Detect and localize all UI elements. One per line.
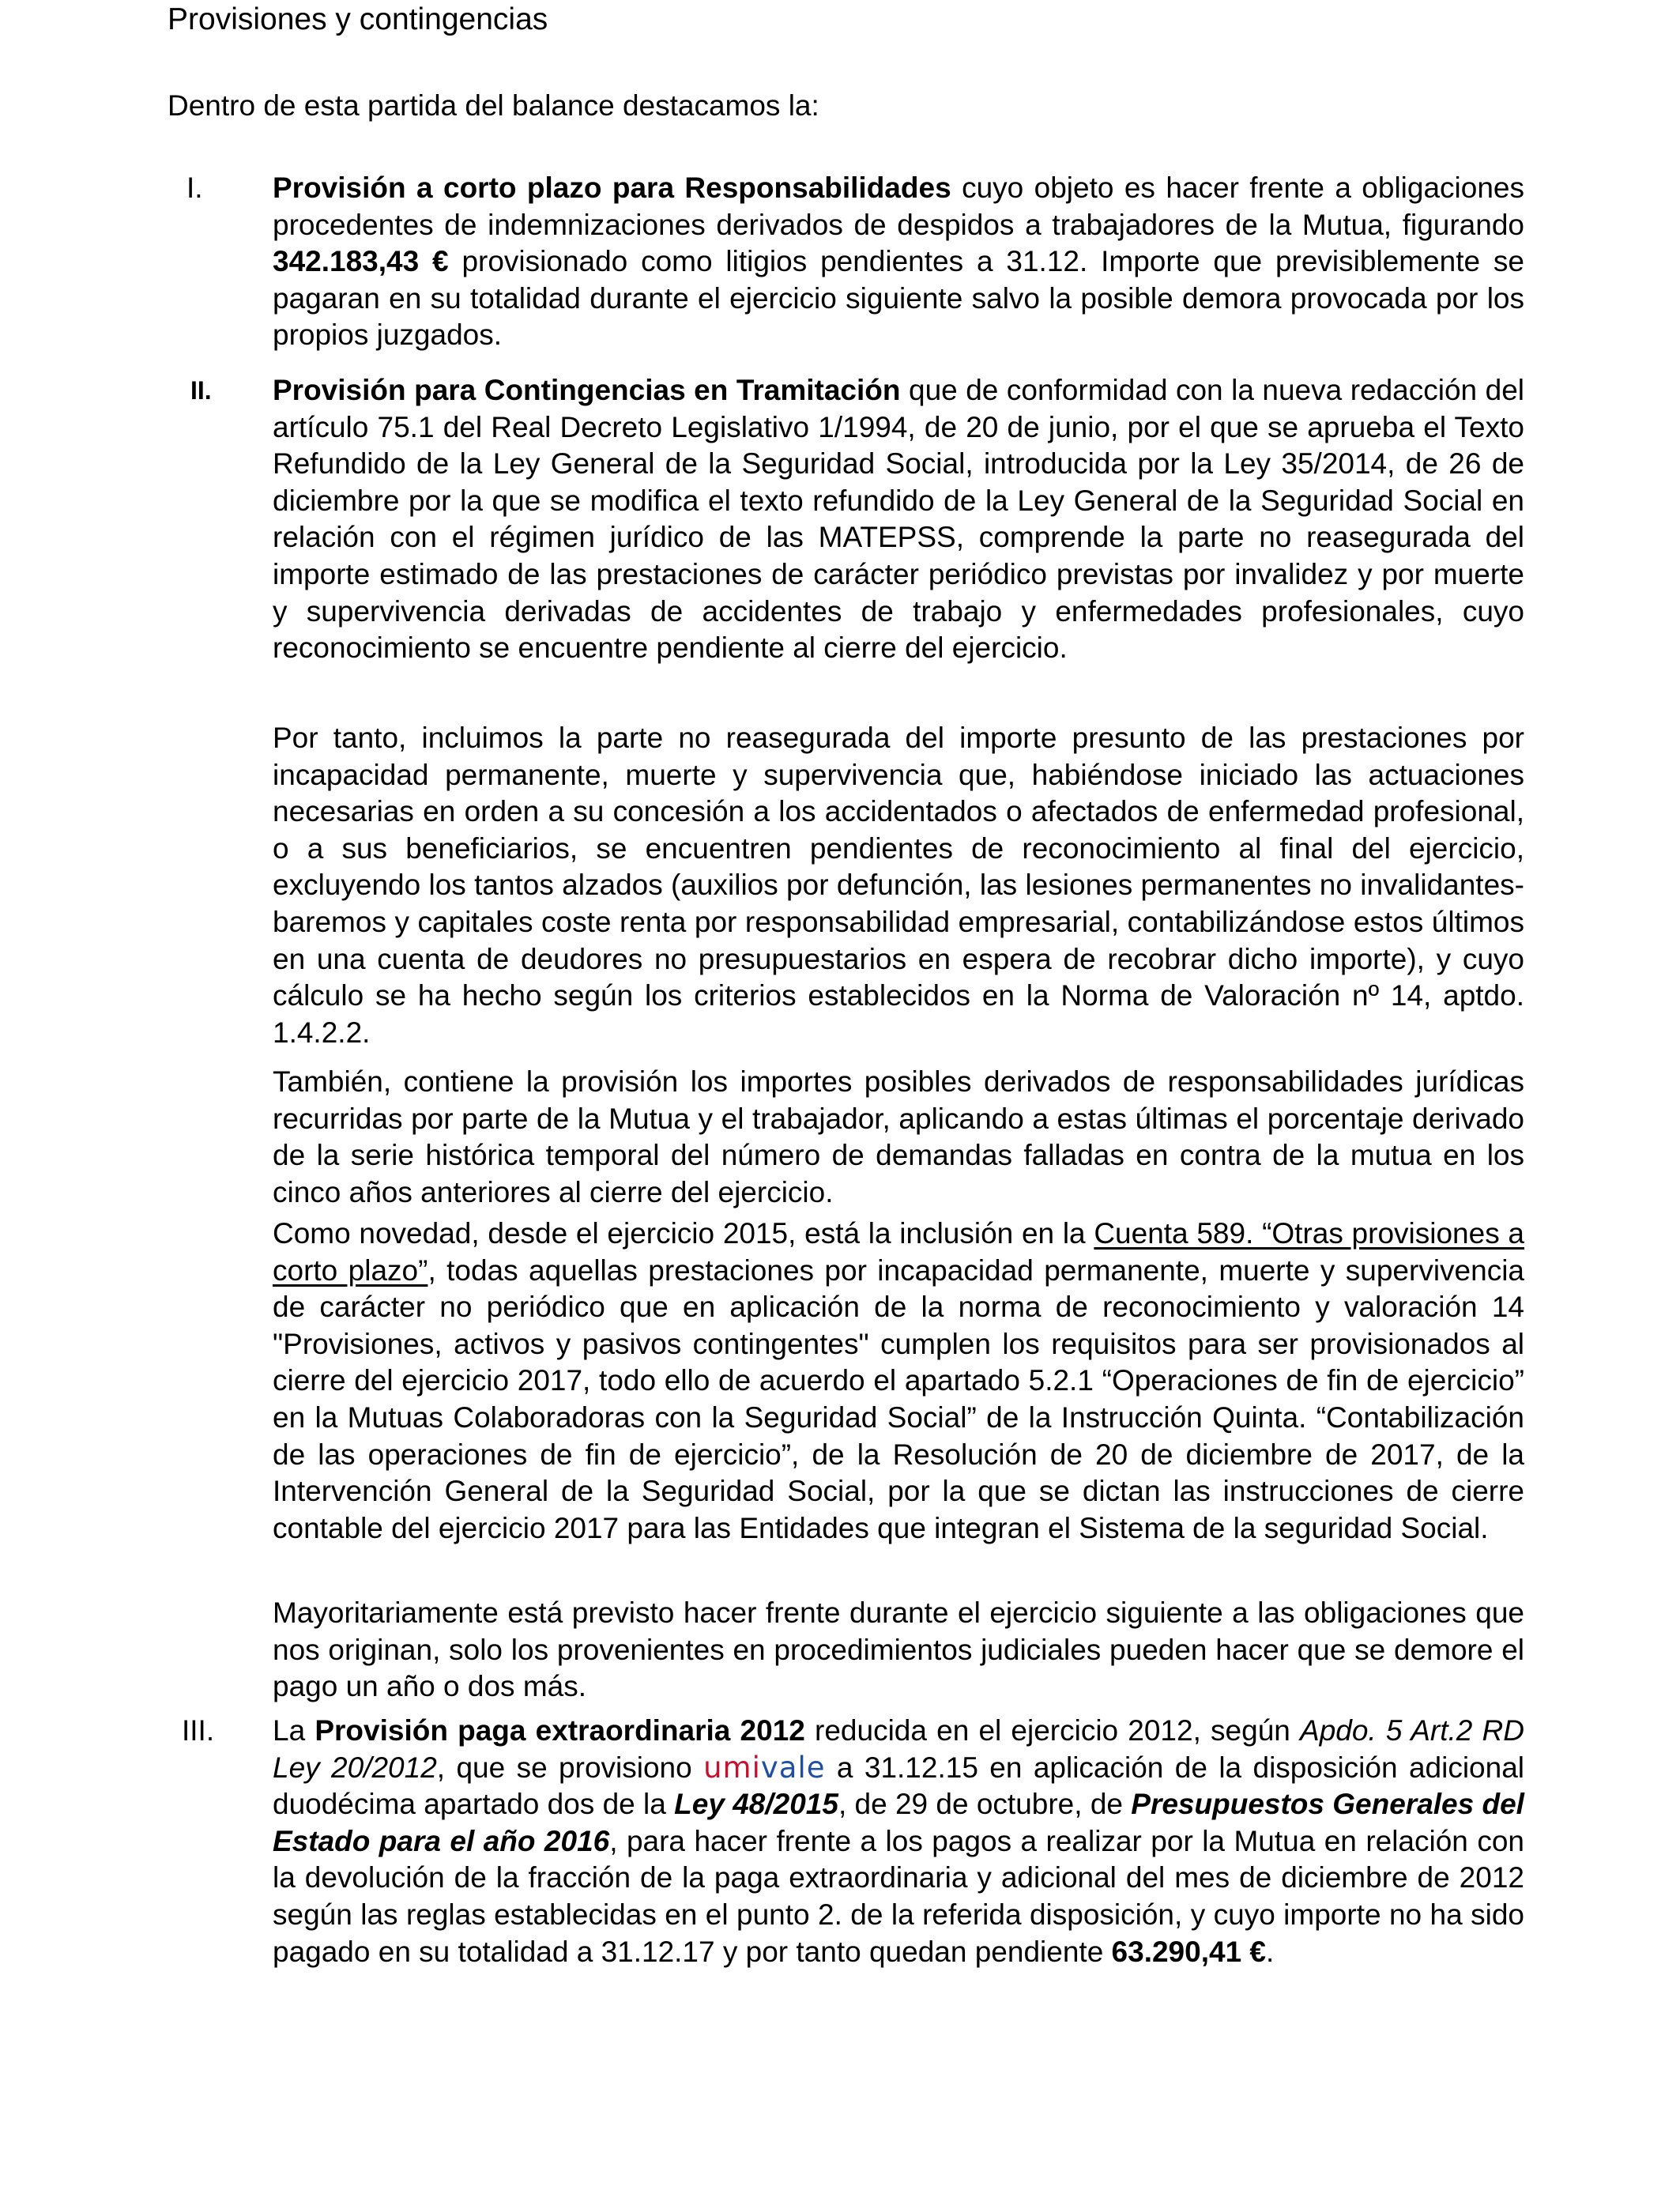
item-2-text: que de conformidad con la nueva redacción del artículo 75.1 del Real Decreto Legislativo 1/1994, de 20 de junio, por el que se aprueba el Texto Refundido de la Ley General de la Seguridad Social, introducida por la Ley 35/2014, de 26 de diciembre por la que se modifica el texto refundido de la Ley General de la Seguridad Social en relación con el régimen jurídico de las MATEPSS, comprende la parte no reasegurada del importe estimado de las prestaciones de carácter periódico previstas por invalidez y por muerte y supervivencia derivadas de accidentes de trabajo y enfermedades profesionales, cuyo reconocimiento se encuentre pendiente al cierre del ejercicio. xyxy=(273,374,1525,665)
item-3-text-4: , de 29 de octubre, de xyxy=(838,1788,1132,1821)
item-2-p4-text-b: , todas aquellas prestaciones por incapacidad permanente, muerte y supervivencia de carácter no periódico que en aplicación de la norma de reconocimiento y valoración 14 "Provisiones, activos y pasivos contingentes" cumplen los requisitos para ser provisionados al cierre del ejercicio 2017, todo ello de acuerdo el apartado 5.2.1 “Operaciones de fin de ejercicio” en la Mutuas Colaboradoras con la Seguridad Social” de la Instrucción Quinta. “Contabilización de las operaciones de fin de ejercicio”, de la Resolución de 20 de diciembre de 2017, de la Intervención General de la Seguridad Social, por la que se dictan las instrucciones de cierre contable del ejercicio 2017 para las Entidades que integran el Sistema de la seguridad Social. xyxy=(273,1253,1525,1544)
item-2-paragraph-3: También, contiene la provisión los importes posibles derivados de responsabilidades jurídicas recurridas por parte de la Mutua y el trabajador, aplicando a estas últimas el porcentaje derivado de la serie histórica temporal del número de demandas falladas en contra de la mutua en los cinco años anteriores al cierre del ejercicio. xyxy=(273,1065,1524,1208)
section-title: Provisiones y contingencias xyxy=(168,2,548,36)
item-2-paragraph-1 xyxy=(273,372,1524,667)
item-2-heading: Provisión para Contingencias en Tramitación xyxy=(273,374,901,406)
item-3-budget-law: Presupuestos Generales del Estado para el año 2016 xyxy=(273,1788,1524,1857)
item-3-text-6: . xyxy=(1266,1935,1275,1968)
item-3-legal-ref: Apdo. 5 Art.2 RD Ley 20/2012 xyxy=(273,1714,1524,1784)
item-2-paragraph-4 xyxy=(273,1216,1524,1547)
item-3-text-2: , que se provisiono xyxy=(436,1751,704,1784)
item-3-paragraph xyxy=(273,1713,1524,1970)
item-2-p4-text-a: Como novedad, desde el ejercicio 2015, está la inclusión en la xyxy=(273,1217,1094,1250)
item-3-heading: Provisión paga extraordinaria 2012 xyxy=(315,1714,805,1747)
list-numeral-1: I. xyxy=(186,172,203,204)
umivale-logo xyxy=(703,1751,825,1785)
account-589-link[interactable]: Cuenta 589. “Otras provisiones a corto plazo” xyxy=(273,1217,1524,1287)
item-3-text-3: a 31.12.15 en aplicación de la disposición adicional duodécima apartado dos de la xyxy=(273,1751,1524,1821)
list-numeral-2: II. xyxy=(190,376,212,405)
item-3-text-0: La xyxy=(273,1714,315,1747)
item-2-paragraph-2: Por tanto, incluimos la parte no reasegurada del importe presunto de las prestaciones por incapacidad permanente, muerte y supervivencia que, habiéndose iniciado las actuaciones necesarias en orden a su concesión a los accidentados o afectados de enfermedad profesional, o a sus beneficiarios, se encuentren pendientes de reconocimiento al final del ejercicio, excluyendo los tantos alzados (auxilios por defunción, las lesiones permanentes no invalidantes-baremos y capitales coste renta por responsabilidad empresarial, contabilizándose estos últimos en una cuenta de deudores no presupuestarios en espera de recobrar dicho importe), y cuyo cálculo se ha hecho según los criterios establecidos en la Norma de Valoración nº 14, aptdo. 1.4.2.2. xyxy=(273,722,1524,1049)
item-2-paragraph-5: Mayoritariamente está previsto hacer frente durante el ejercicio siguiente a las obligaciones que nos originan, solo los provenientes en procedimientos judiciales pueden hacer que se demore el pago un año o dos más. xyxy=(273,1596,1524,1703)
item-3-text-1: reducida en el ejercicio 2012, según xyxy=(804,1714,1301,1747)
umivale-logo-vale: vale xyxy=(760,1750,826,1785)
item-1-amount: 342.183,43 € xyxy=(273,245,449,278)
list-numeral-3: III. xyxy=(182,1714,215,1747)
item-1-text-b: provisionado como litigios pendientes a 31.12. Importe que previsiblemente se pagaran en su totalidad durante el ejercicio siguiente salvo la posible demora provocada por los propios juzgados. xyxy=(273,245,1524,352)
item-3-amount: 63.290,41 € xyxy=(1111,1935,1267,1968)
item-3-law: Ley 48/2015 xyxy=(674,1788,838,1821)
item-1-paragraph xyxy=(273,170,1524,354)
umivale-logo-umi: umi xyxy=(703,1750,761,1785)
item-3-text-5: , para hacer frente a los pagos a realizar por la Mutua en relación con la devolución de la fracción de la paga extraordinaria y adicional del mes de diciembre de 2012 según las reglas establecidas en el punto 2. de la referida disposición, y cuyo importe no ha sido pagado en su totalidad a 31.12.17 y por tanto quedan pendiente xyxy=(273,1824,1524,1968)
item-1-heading: Provisión a corto plazo para Responsabilidades xyxy=(273,172,951,204)
item-1-text-a: cuyo objeto es hacer frente a obligaciones procedentes de indemnizaciones derivados de despidos a trabajadores de la Mutua, figurando xyxy=(273,172,1525,241)
intro-text: Dentro de esta partida del balance destacamos la: xyxy=(168,89,819,122)
